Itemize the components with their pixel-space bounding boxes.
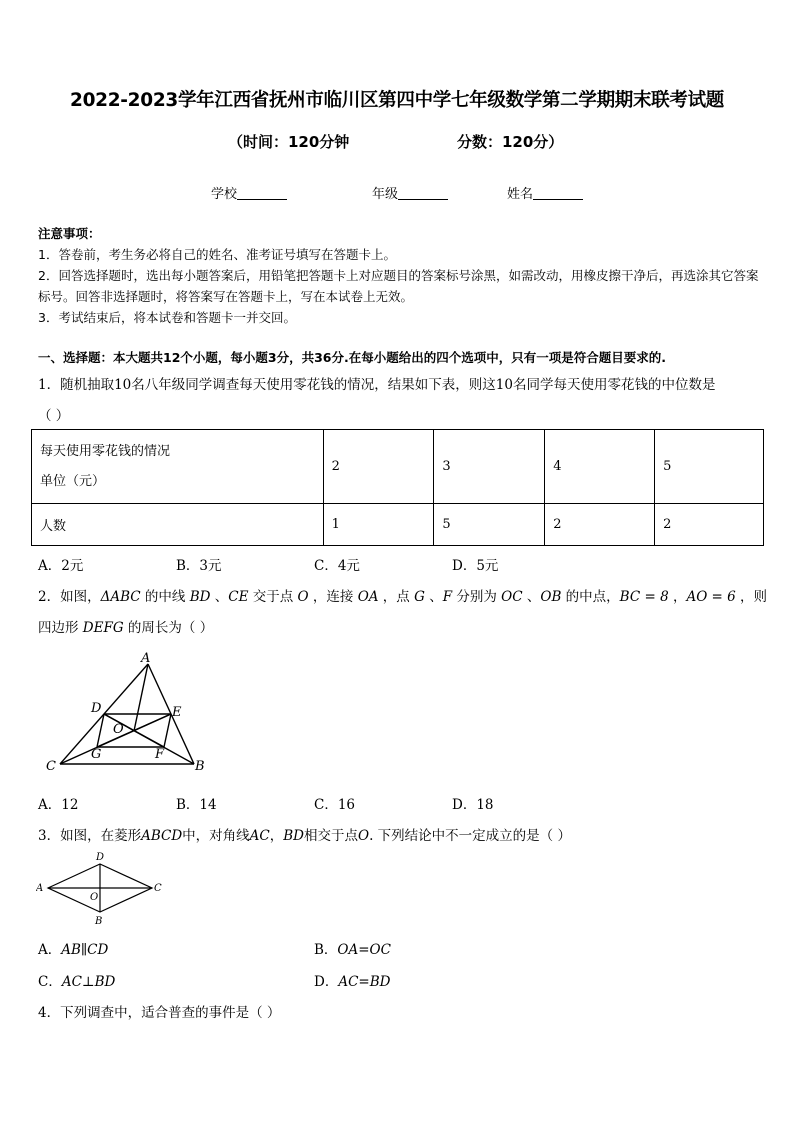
grade-blank[interactable] xyxy=(398,186,448,200)
section-heading: 一、选择题：本大题共12个小题，每小题3分，共36分.在每小题给出的四个选项中，只有一项是符合题目要求的. xyxy=(38,350,666,365)
q1-option-b[interactable]: B．3元 xyxy=(176,558,222,574)
table-cell: 2 xyxy=(655,504,764,546)
school-label: 学校 xyxy=(211,187,238,202)
q2-option-d[interactable]: D．18 xyxy=(452,797,494,813)
exam-score: 分数：120分） xyxy=(457,133,564,151)
note-item: 3．考试结束后，将本试卷和答题卡一并交回。 xyxy=(38,310,296,325)
question-2-text: 2．如图，ΔABC 的中线 BD 、CE 交于点 O ，连接 OA ，点 G 、F 分别为 OC 、OB 的中点，BC = 8 ，AO = 6 ，则 xyxy=(38,589,768,605)
label-D: D xyxy=(96,852,105,863)
question-1-table xyxy=(31,429,764,546)
table-cell: 2 xyxy=(545,504,655,546)
label-B: B xyxy=(95,916,103,927)
q2-option-a[interactable]: A．12 xyxy=(38,797,79,813)
header-line-2: 单位（元） xyxy=(40,473,106,489)
school-field xyxy=(211,183,287,202)
label-B: B xyxy=(195,759,205,774)
table-header-cell: 人数 xyxy=(32,504,324,546)
rhombus-figure xyxy=(36,850,168,928)
notes-heading: 注意事项： xyxy=(38,226,101,241)
q2-option-b[interactable]: B．14 xyxy=(176,797,217,813)
q3-option-c[interactable]: C．AC⊥BD xyxy=(38,974,116,990)
triangle-figure xyxy=(38,648,218,776)
label-C: C xyxy=(46,759,56,774)
table-cell: 4 xyxy=(545,430,655,504)
table-cell: 3 xyxy=(434,430,545,504)
question-3-text: 3．如图，在菱形ABCD中，对角线AC，BD相交于点O. 下列结论中不一定成立的是（ ） xyxy=(38,828,571,844)
table-header-cell xyxy=(32,430,324,504)
name-field xyxy=(507,183,583,202)
label-G: G xyxy=(91,747,102,762)
label-A: A xyxy=(141,651,151,666)
grade-field xyxy=(372,183,448,202)
q3-option-d[interactable]: D．AC=BD xyxy=(314,974,391,990)
note-item: 1．答卷前，考生务必将自己的姓名、准考证号填写在答题卡上。 xyxy=(38,247,396,262)
label-F: F xyxy=(155,747,165,762)
q1-option-d[interactable]: D．5元 xyxy=(452,558,499,574)
q3-option-b[interactable]: B．OA=OC xyxy=(314,942,391,958)
table-cell: 5 xyxy=(434,504,545,546)
label-D: D xyxy=(91,701,102,716)
label-O: O xyxy=(90,892,99,903)
table-cell: 1 xyxy=(323,504,434,546)
question-1-text: 1．随机抽取10名八年级同学调查每天使用零花钱的情况，结果如下表，则这10名同学每天使用零花钱的中位数是 xyxy=(38,377,716,393)
q2-option-c[interactable]: C．16 xyxy=(314,797,356,813)
q1-option-c[interactable]: C．4元 xyxy=(314,558,360,574)
question-1-paren: （ ） xyxy=(38,408,70,424)
table-row xyxy=(32,430,764,504)
table-cell: 2 xyxy=(323,430,434,504)
q3-option-a[interactable]: A．AB∥CD xyxy=(38,942,109,958)
table-cell: 5 xyxy=(655,430,764,504)
page-title: 2022-2023学年江西省抚州市临川区第四中学七年级数学第二学期期末联考试题 xyxy=(70,90,724,111)
header-line-1: 每天使用零花钱的情况 xyxy=(40,443,171,459)
name-label: 姓名 xyxy=(507,187,534,202)
exam-time: （时间：120分钟 xyxy=(228,133,350,151)
label-O: O xyxy=(113,722,124,737)
school-blank[interactable] xyxy=(237,186,287,200)
table-row xyxy=(32,504,764,546)
note-item: 2．回答选择题时，选出每小题答案后，用铅笔把答题卡上对应题目的答案标号涂黑，如需改动，用橡皮擦干净后，再选涂其它答案标号。回答非选择题时，将答案写在答题卡上，写在本试卷上无效。 xyxy=(38,268,759,304)
grade-label: 年级 xyxy=(372,187,399,202)
question-4-text: 4．下列调查中，适合普查的事件是（ ） xyxy=(38,1005,281,1021)
label-C: C xyxy=(154,883,162,894)
name-blank[interactable] xyxy=(533,186,583,200)
label-A: A xyxy=(36,883,44,894)
label-E: E xyxy=(172,705,182,720)
notes-block xyxy=(38,223,760,328)
q1-option-a[interactable]: A．2元 xyxy=(38,558,84,574)
question-2-text-line2: 四边形 DEFG 的周长为（ ） xyxy=(38,620,214,636)
